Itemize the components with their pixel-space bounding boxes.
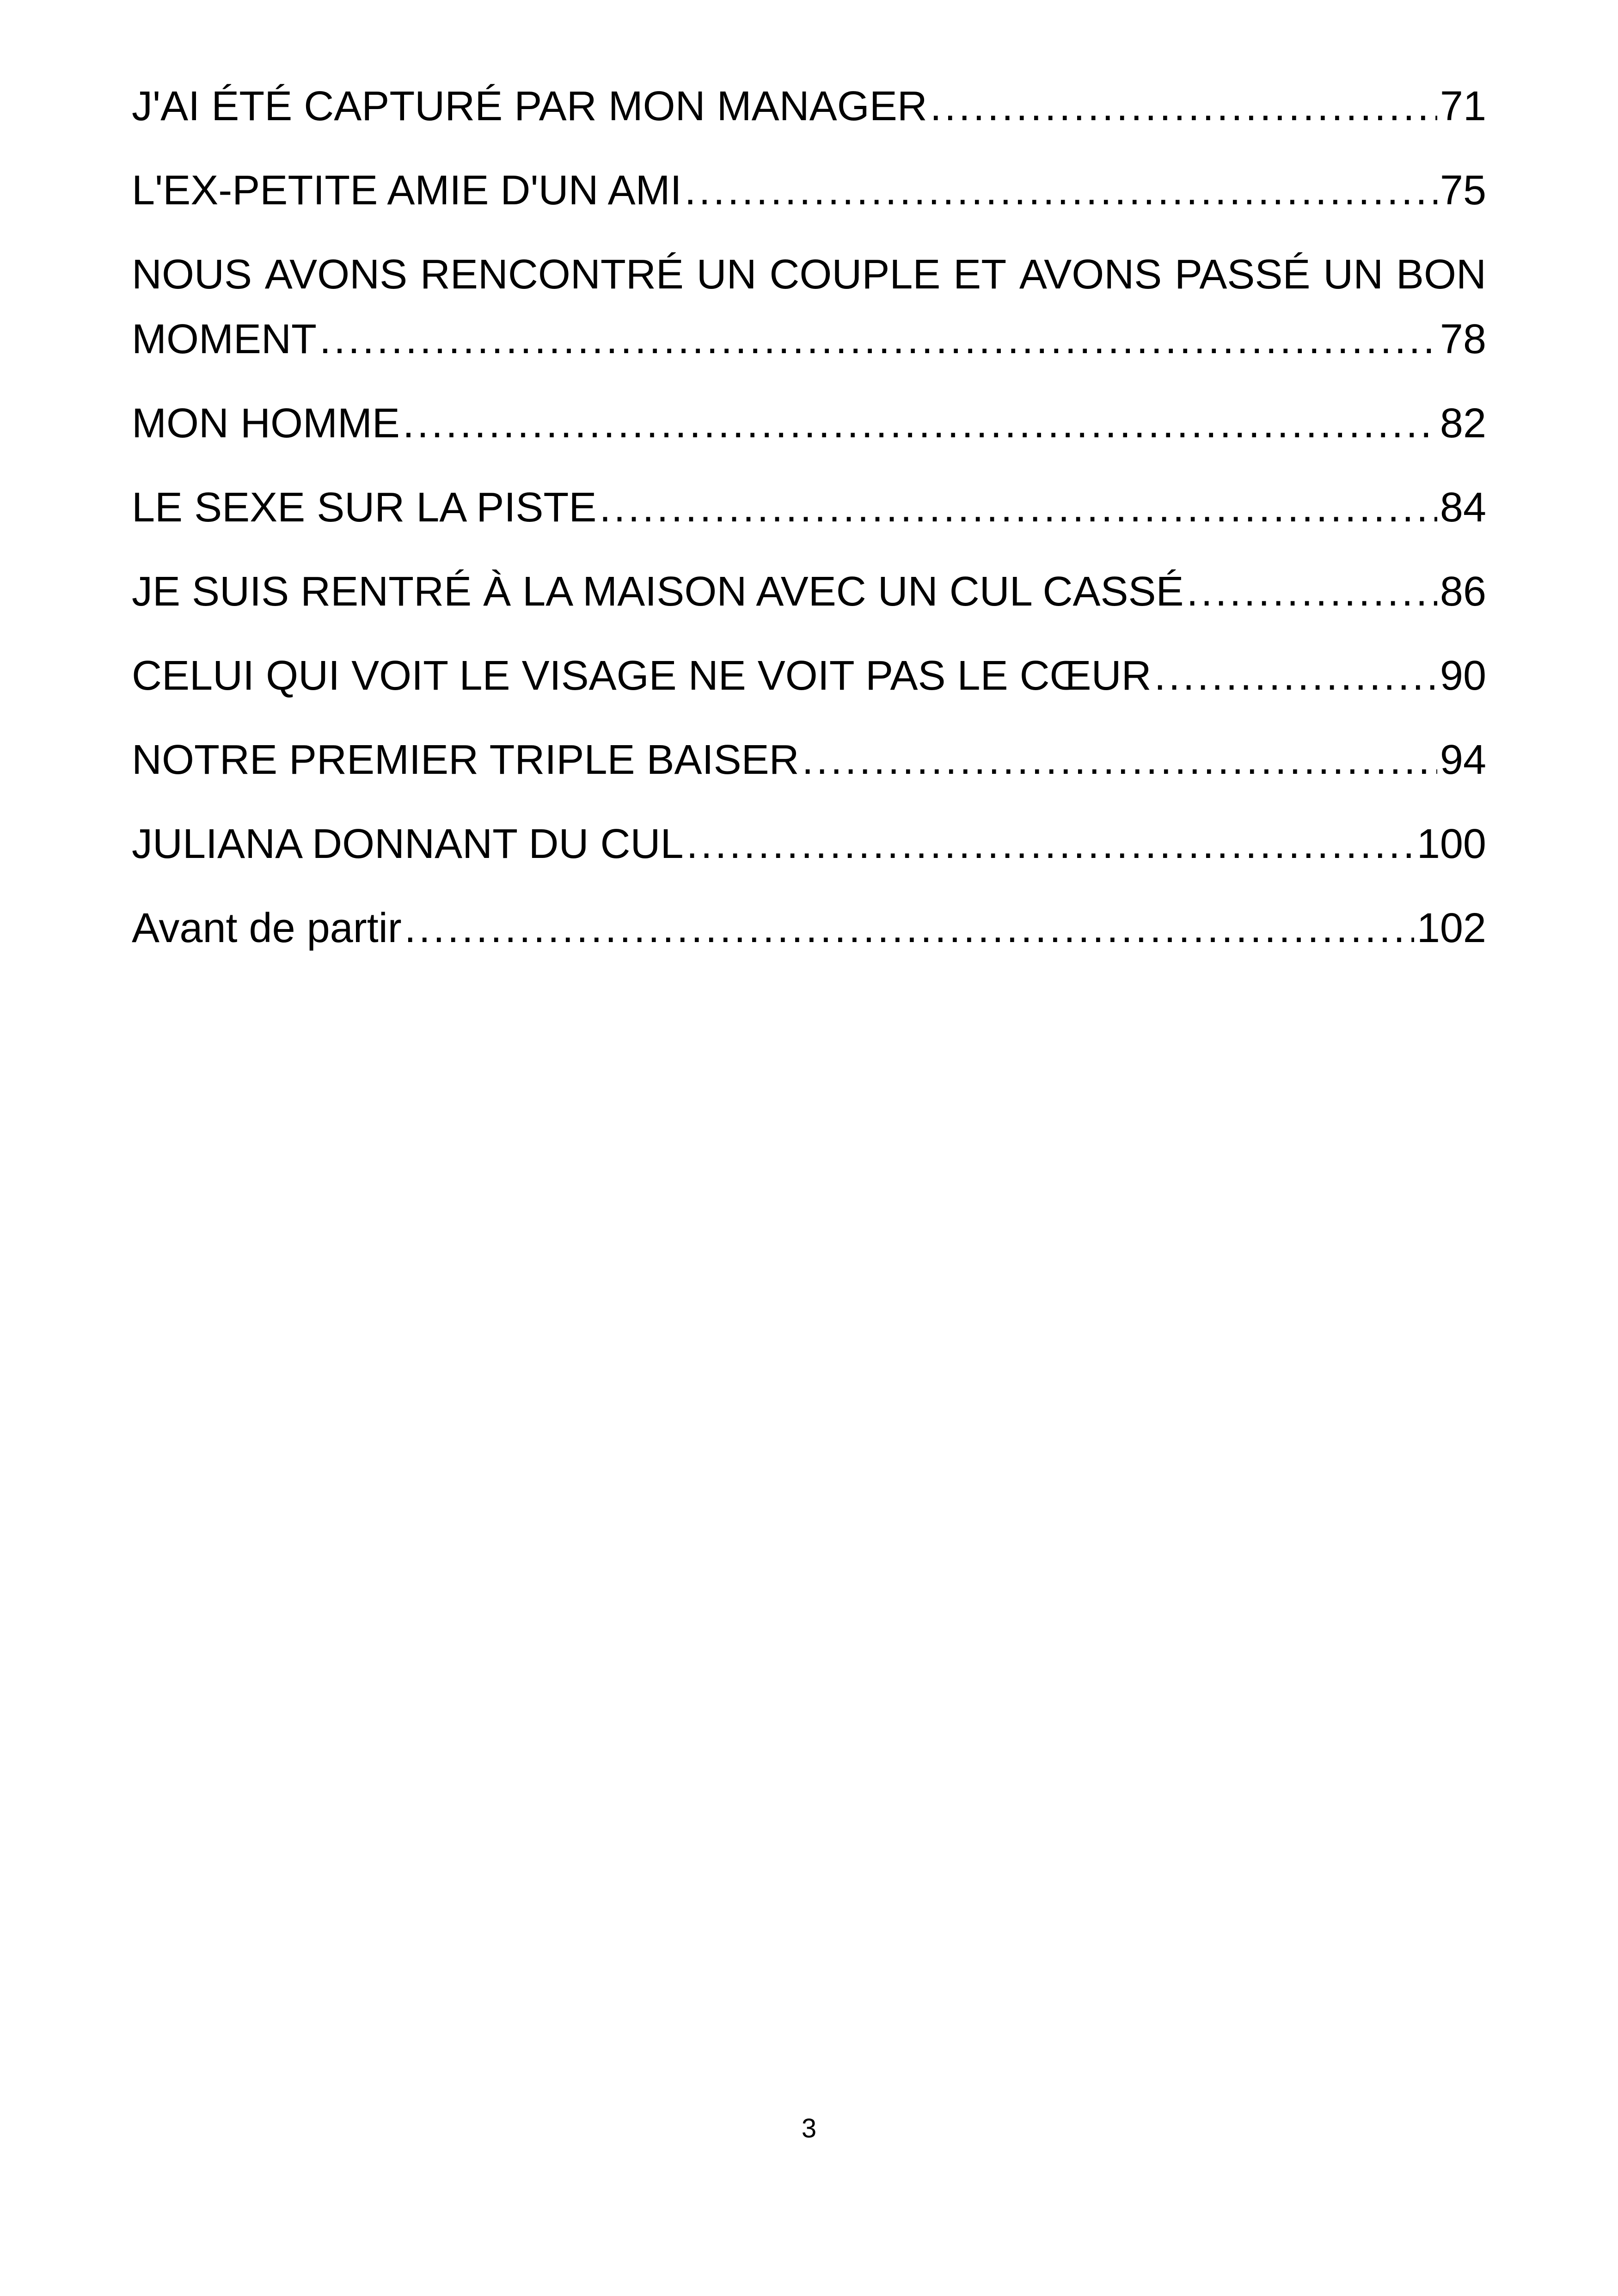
dot-leader [802, 728, 1437, 792]
dot-leader [403, 391, 1437, 456]
dot-leader [404, 896, 1414, 961]
toc-entry-page: 71 [1440, 83, 1486, 129]
dot-leader [930, 74, 1437, 139]
toc-entry-title: L'EX-PETITE AMIE D'UN AMI [132, 167, 682, 214]
page-number: 3 [801, 2113, 817, 2143]
title-word: AVONS [264, 251, 408, 298]
toc-entry-page: 100 [1416, 821, 1486, 867]
toc-entry-title: JE SUIS RENTRÉ À LA MAISON AVEC UN CUL CASSÉ [132, 569, 1184, 615]
title-word: UN [696, 251, 757, 298]
toc-entry[interactable] [132, 728, 1486, 792]
toc-entry-page: 90 [1440, 653, 1486, 699]
toc-entry-title: LE SEXE SUR LA PISTE [132, 484, 597, 531]
toc-entry-page: 86 [1440, 569, 1486, 615]
toc-entry-page: 75 [1440, 167, 1486, 214]
title-word: PASSÉ [1175, 251, 1311, 298]
toc-entry-page: 94 [1440, 737, 1486, 783]
title-word: AVONS [1019, 251, 1162, 298]
toc-entry-page: 78 [1440, 316, 1486, 362]
title-word: COUPLE [769, 251, 941, 298]
dot-leader [1154, 643, 1437, 708]
title-word: BON [1396, 251, 1486, 298]
dot-leader [1187, 559, 1437, 624]
table-of-contents [132, 74, 1486, 980]
toc-entry[interactable] [132, 242, 1486, 372]
toc-entry[interactable] [132, 643, 1486, 708]
toc-entry-title: MON HOMME [132, 400, 400, 447]
title-word: ET [953, 251, 1007, 298]
toc-entry-title-line2: MOMENT [132, 316, 317, 362]
dot-leader [319, 307, 1437, 372]
toc-entry-title: JULIANA DONNANT DU CUL [132, 821, 684, 867]
toc-entry[interactable] [132, 74, 1486, 139]
toc-entry[interactable] [132, 812, 1486, 876]
toc-entry[interactable] [132, 896, 1486, 961]
toc-entry-page: 84 [1440, 484, 1486, 531]
dot-leader [685, 158, 1437, 223]
toc-entry-title: J'AI ÉTÉ CAPTURÉ PAR MON MANAGER [132, 83, 927, 129]
toc-entry-title: NOTRE PREMIER TRIPLE BAISER [132, 737, 799, 783]
toc-entry[interactable] [132, 391, 1486, 456]
toc-entry-title: Avant de partir [132, 905, 402, 951]
toc-entry-page: 102 [1416, 905, 1486, 951]
title-word: RENCONTRÉ [420, 251, 684, 298]
dot-leader [686, 812, 1414, 876]
toc-entry[interactable] [132, 559, 1486, 624]
dot-leader [599, 475, 1437, 540]
title-word: NOUS [132, 251, 252, 298]
toc-entry[interactable] [132, 475, 1486, 540]
toc-entry-title: CELUI QUI VOIT LE VISAGE NE VOIT PAS LE CŒUR [132, 653, 1152, 699]
toc-entry-title-line1 [132, 242, 1486, 307]
toc-entry-page: 82 [1440, 400, 1486, 447]
toc-entry[interactable] [132, 158, 1486, 223]
title-word: UN [1323, 251, 1384, 298]
